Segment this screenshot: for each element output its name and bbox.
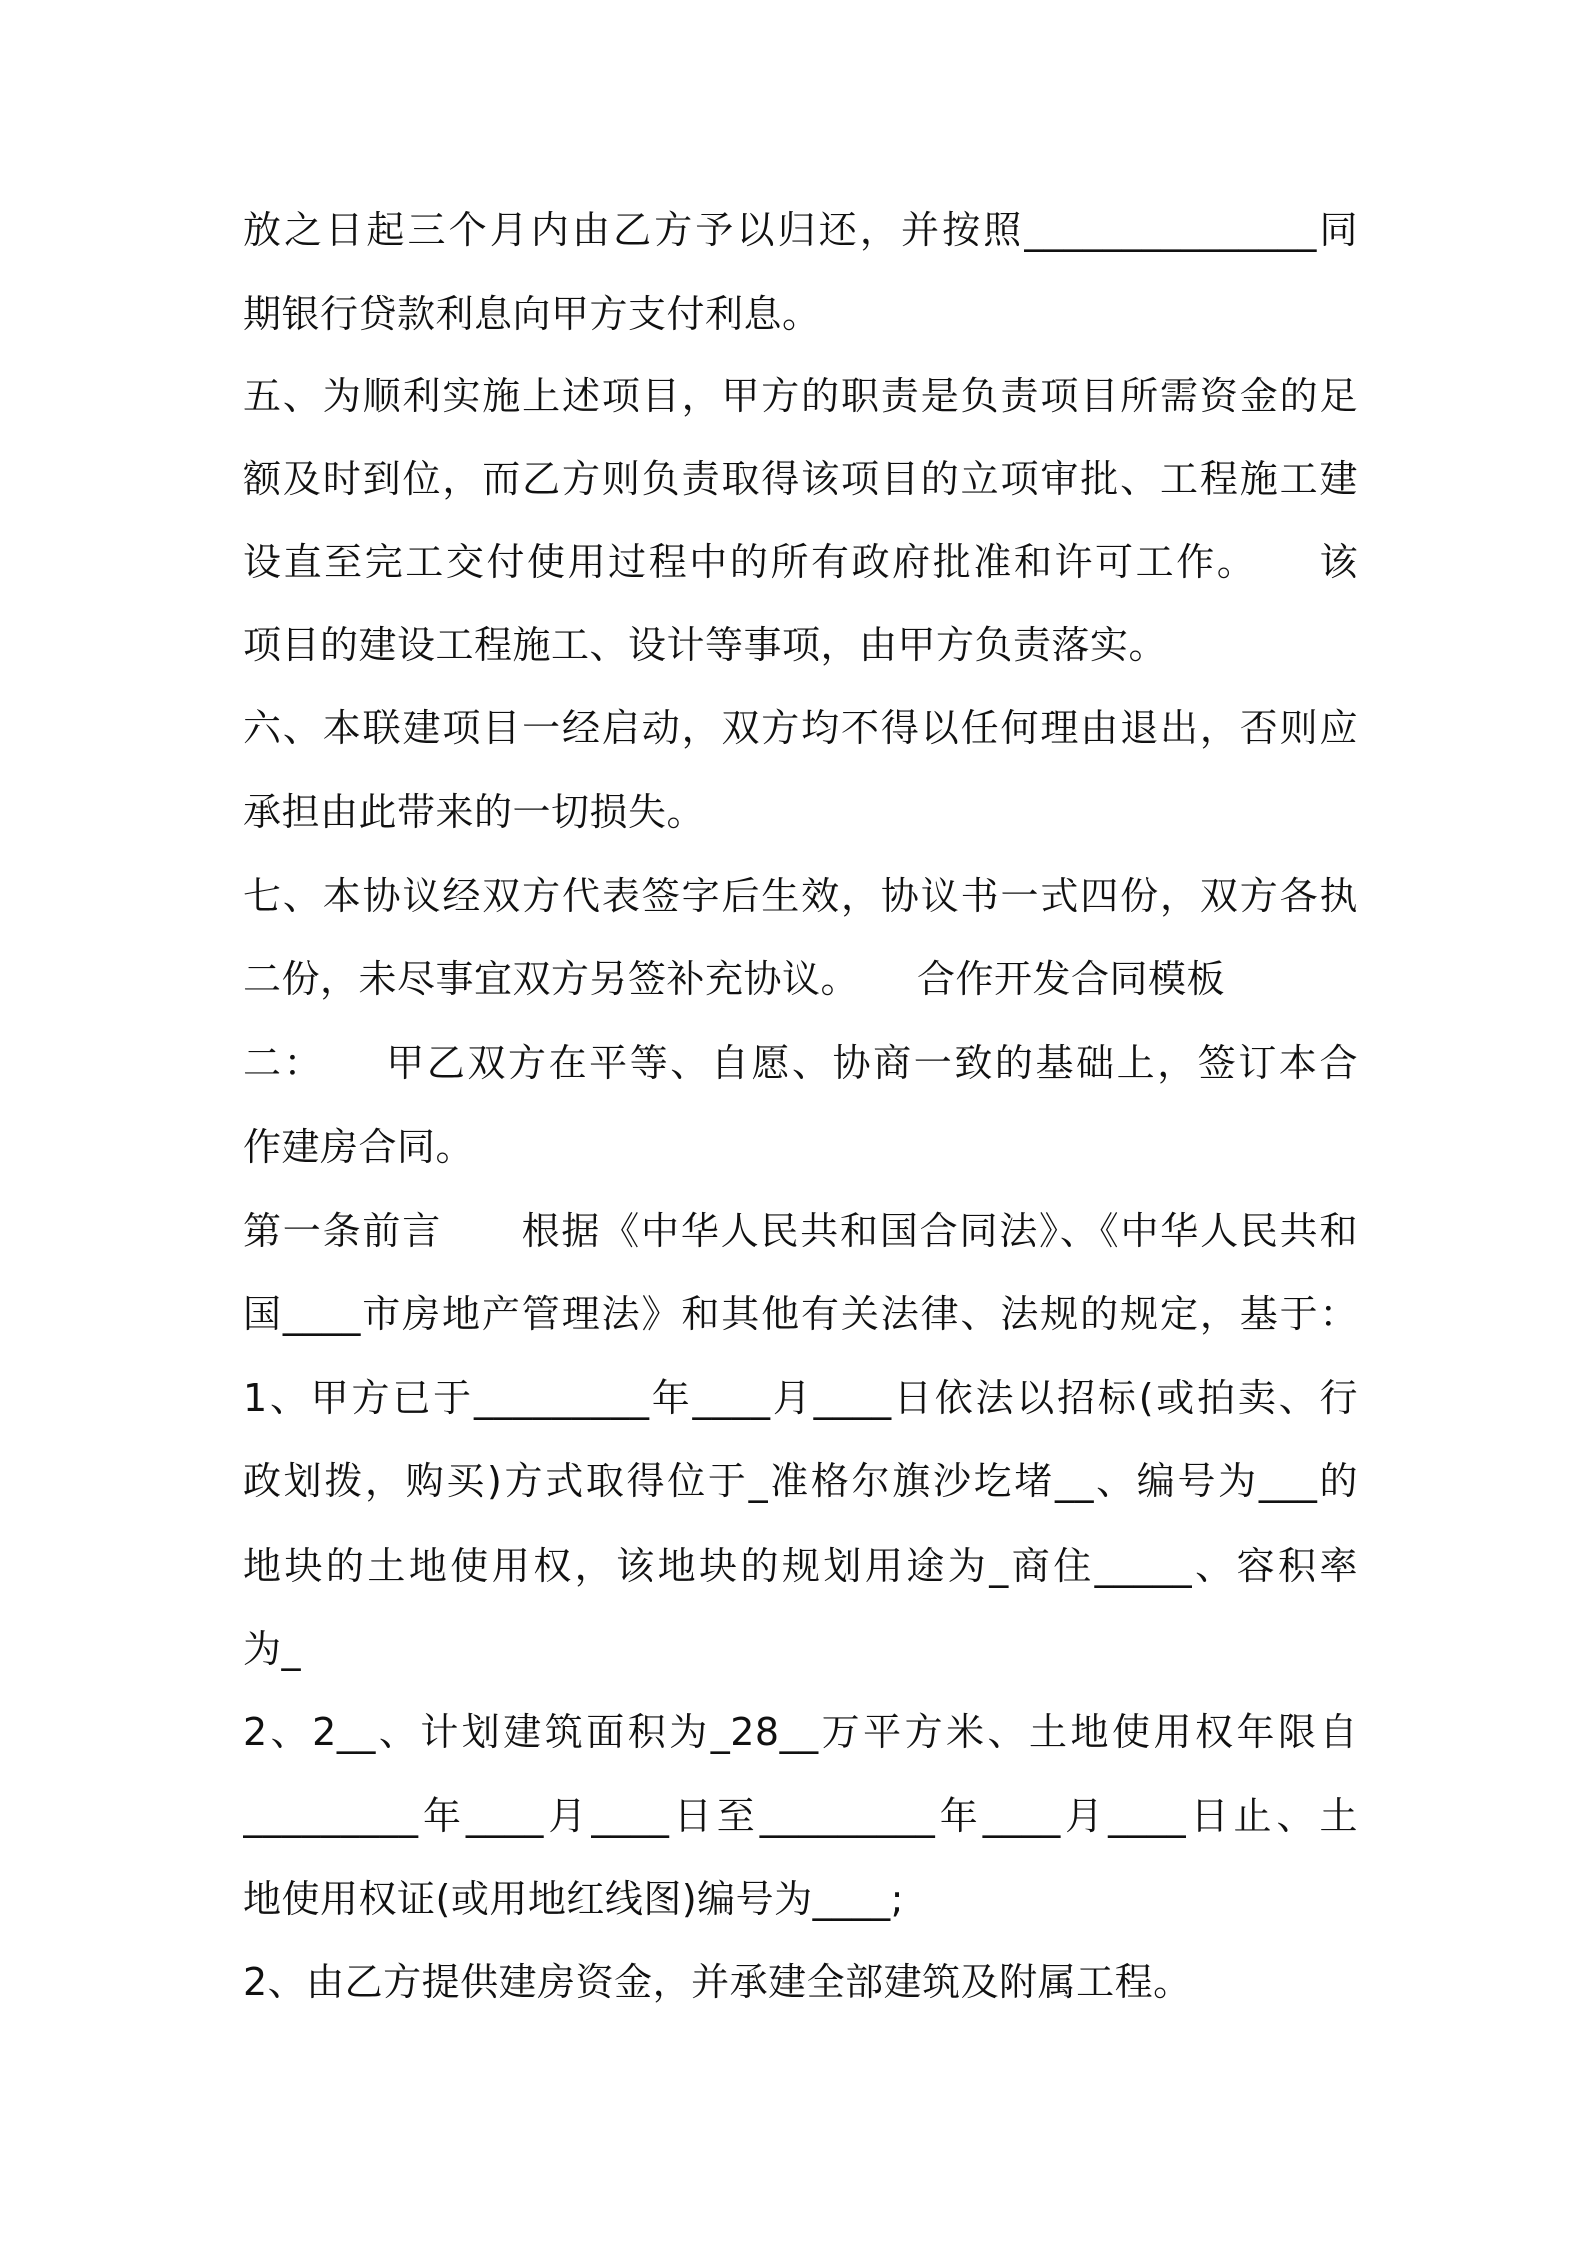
text-line: 2、由乙方提供建房资金，并承建全部建筑及附属工程。 — [243, 1960, 1192, 2004]
text-line: 二： 甲乙双方在平等、自愿、协商一致的基础上，签订本合 — [243, 1041, 1358, 1085]
text-line: _________年____月____日至_________年____月____日止、土 — [243, 1794, 1358, 1838]
text-line: 作建房合同。 — [243, 1125, 475, 1169]
text-line: 政划拨，购买)方式取得位于_准格尔旗沙圪堵__、编号为___的 — [243, 1459, 1358, 1503]
text-line: 七、本协议经双方代表签字后生效，协议书一式四份，双方各执 — [243, 874, 1358, 918]
text-line: 放之日起三个月内由乙方予以归还，并按照_______________同 — [243, 208, 1358, 252]
text-line: 国____市房地产管理法》和其他有关法律、法规的规定，基于： — [243, 1292, 1358, 1336]
text-line: 项目的建设工程施工、设计等事项，由甲方负责落实。 — [243, 623, 1168, 667]
text-line: 1、甲方已于_________年____月____日依法以招标(或拍卖、行 — [243, 1376, 1358, 1420]
text-line: 2、2__、计划建筑面积为_28__万平方米、土地使用权年限自 — [243, 1710, 1358, 1754]
text-line: 额及时到位，而乙方则负责取得该项目的立项审批、工程施工建 — [243, 457, 1358, 501]
text-line: 五、为顺利实施上述项目，甲方的职责是负责项目所需资金的足 — [243, 374, 1358, 418]
text-line: 六、本联建项目一经启动，双方均不得以任何理由退出，否则应 — [243, 706, 1358, 750]
text-line: 设直至完工交付使用过程中的所有政府批准和许可工作。 该 — [243, 540, 1358, 584]
text-line: 地使用权证(或用地红线图)编号为____; — [243, 1877, 904, 1921]
text-line: 承担由此带来的一切损失。 — [243, 790, 706, 834]
text-line: 为_ — [243, 1627, 302, 1671]
text-line: 地块的土地使用权，该地块的规划用途为_商住_____、容积率 — [243, 1544, 1358, 1588]
text-line: 第一条前言 根据《中华人民共和国合同法》、《中华人民共和 — [243, 1209, 1358, 1253]
text-line: 二份，未尽事宜双方另签补充协议。 合作开发合同模板 — [243, 957, 1226, 1001]
text-line: 期银行贷款利息向甲方支付利息。 — [243, 292, 821, 336]
